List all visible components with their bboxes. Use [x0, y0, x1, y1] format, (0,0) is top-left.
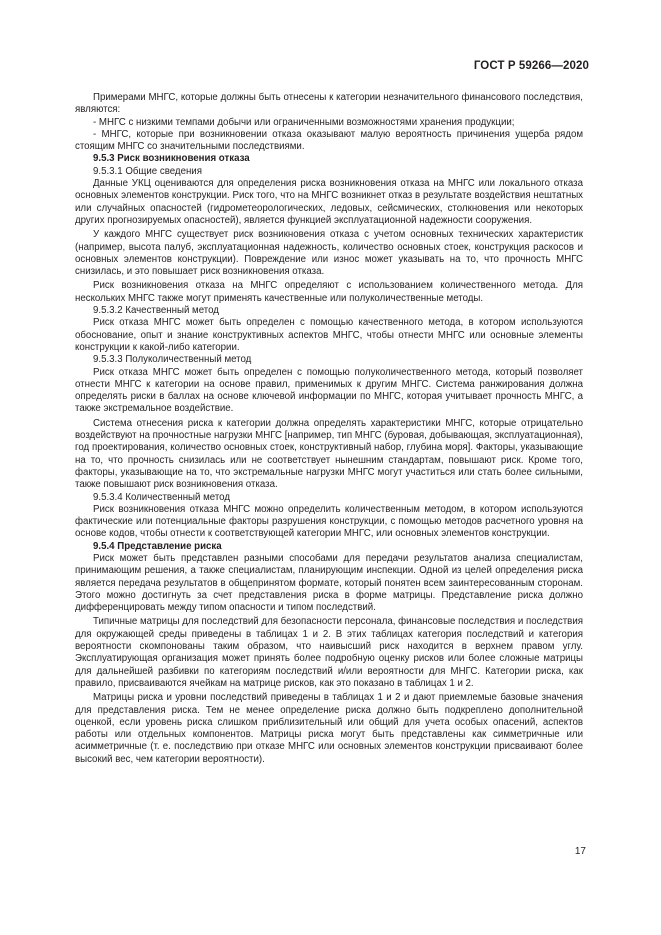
section-heading: 9.5.3 Риск возникновения отказа: [93, 153, 250, 165]
subsection-heading: 9.5.3.3 Полуколичественный метод: [93, 354, 252, 366]
paragraph: Матрицы риска и уровни последствий приведены в таблицах 1 и 2 и дают приемлемые базовые значения для представления риска. Тем не менее определение риска должно быть подкреплено дополнительной оценкой, если уровень риска слишком приблизительный или общий для учета особых опасений, аспектов работы или отдельных компонентов. Матрицы риска могут быть представлены как симметричные или асимметричные (т. е. последствию при отказе МНГС или основных элементов конструкции присваивают более высокий вес, чем категории вероятности).: [75, 692, 583, 765]
paragraph: Риск отказа МНГС может быть определен с помощью полуколичественного метода, который позволяет отнести МНГС к категории на основе правил, применимых к другим МНГС. Система ранжирования должна определять риски в баллах на основе ключевой информации по МНГС, которая учитывает прочность МНГС, а также экстремальное воздействие.: [75, 366, 583, 415]
paragraph: Риск возникновения отказа МНГС можно определить количественным методом, в котором используются фактические или потенциальные факторы разрушения конструкции, с помощью методов расчетного уровня на основе кодов, чтобы отнести к соответствующей категории МНГС, или основных элементов конструкции.: [75, 503, 583, 540]
list-item: - МНГС, которые при возникновении отказа оказывают малую вероятность причинения ущерба рядом стоящим МНГС со значительными последствиями.: [75, 128, 583, 153]
paragraph: Типичные матрицы для последствий для безопасности персонала, финансовые последствия и последствия для окружающей среды приведены в таблицах 1 и 2. В этих таблицах категория последствий и категория вероятности скомпонованы таким образом, что наивысший риск находится в верхнем правом углу. Эксплуатирующая организация может принять более подробную оценку рисков или более сложные матрицы для дальнейшей разбивки по категориям последствий и/или вероятности для МНГС. Категории риска, как правило, присваиваются ячейкам на матрице рисков, как это показано в таблицах 1 и 2.: [75, 616, 583, 689]
paragraph: Риск возникновения отказа на МНГС определяют с использованием количественного метода. Для нескольких МНГС также могут применять качественные или полуколичественные методы.: [75, 280, 583, 304]
standard-header: ГОСТ Р 59266—2020: [473, 60, 589, 72]
list-item: - МНГС с низкими темпами добычи или ограниченными возможностями хранения продукции;: [93, 116, 515, 128]
paragraph: Риск может быть представлен разными способами для передачи результатов анализа специалистам, принимающим решения, а также специалистам, планирующим инспекции. Одной из целей определения риска является передача результатов в общепринятом формате, который понятен всем заинтересованным сторонам. Этого можно достигнуть за счет представления риска в форме матрицы. Представление риска должно дифференцировать между типом опасности и типом последствий.: [75, 552, 583, 614]
page-number: 17: [574, 846, 586, 857]
document-body: [75, 92, 583, 766]
subsection-heading: 9.5.3.2 Качественный метод: [93, 305, 219, 317]
section-heading: 9.5.4 Представление риска: [93, 540, 222, 552]
paragraph: У каждого МНГС существует риск возникновения отказа с учетом основных технических характеристик (например, высота палуб, эксплуатационная надежность, количество основных стоек, конструкция раскосов и основных элементов конструкции). Повреждение или износ может указывать на то, что прочность МНГС снизилась, и это повышает риск возникновения отказа.: [75, 229, 583, 278]
paragraph: Система отнесения риска к категории должна определять характеристики МНГС, которые отрицательно воздействуют на прочностные нагрузки МНГС [например, тип МНГС (буровая, добывающая, эксплуатационная), год проектирования, количество основных стоек, конструктивный набор, глубина моря]. Факторы, указывающие на то, что прочность снизилась или не соответствует нынешним стандартам, повышают риск. Кроме того, факторы, указывающие на то, что экстремальные нагрузки МНГС могут участиться или стать более сильными, также повышают риск возникновения отказа.: [75, 417, 583, 491]
paragraph: Данные УКЦ оцениваются для определения риска возникновения отказа на МНГС или локального отказа основных элементов конструкции. Риск того, что на МНГС возникнет отказ в результате воздействия нештатных или случайных опасностей (гидрометеорологических, ледовых, сейсмических, столкновения или некоторых других прогнозируемых опасностей), является функцией эксплуатационной надежности сооружения.: [75, 178, 583, 226]
paragraph: Риск отказа МНГС может быть определен с помощью качественного метода, в котором используются обоснование, опыт и знание конструктивных аспектов МНГС, чтобы отнести МНГС или основные элементы конструкции к какой-либо категории.: [75, 317, 583, 353]
paragraph: Примерами МНГС, которые должны быть отнесены к категории незначительного финансового последствия, являются:: [75, 92, 583, 116]
subsection-heading: 9.5.3.1 Общие сведения: [93, 165, 202, 177]
subsection-heading: 9.5.3.4 Количественный метод: [93, 491, 230, 503]
